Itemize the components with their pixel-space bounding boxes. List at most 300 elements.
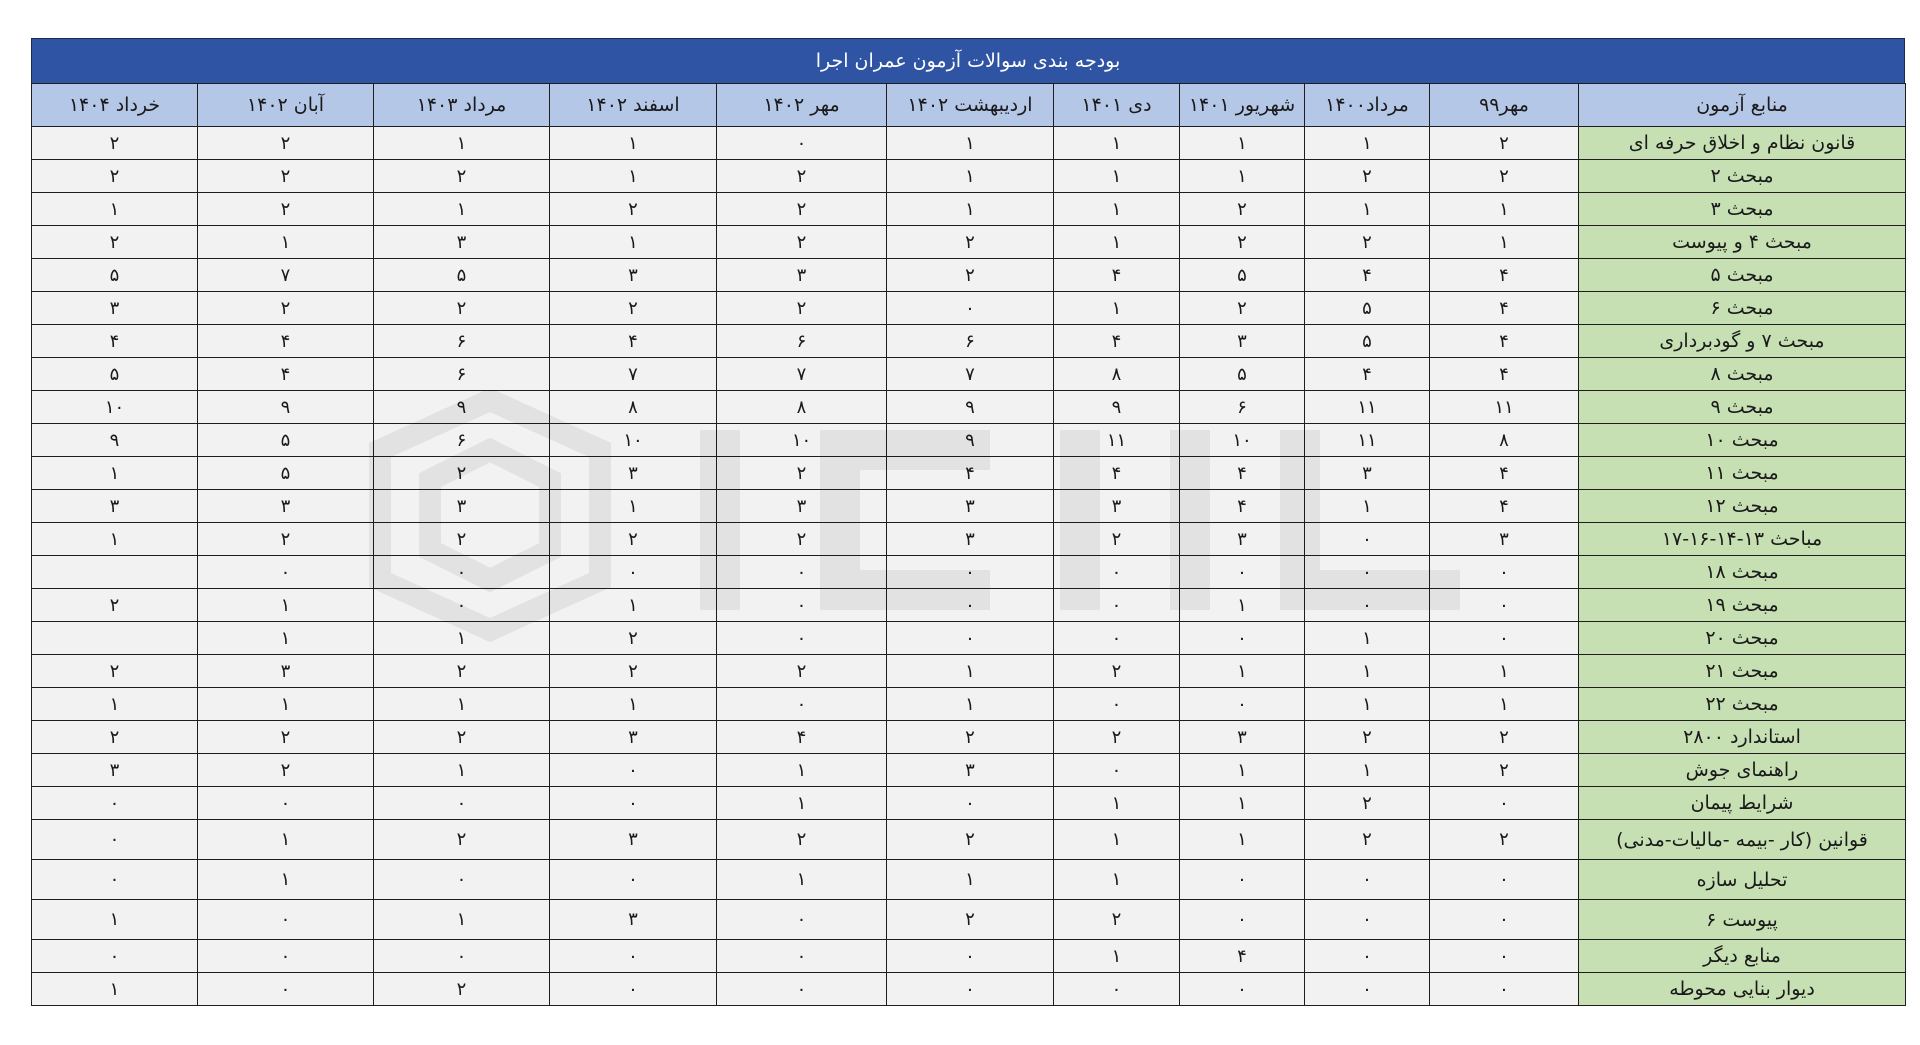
source-cell: مبحث ۵	[1579, 259, 1906, 292]
value-cell: ۱	[1180, 754, 1305, 787]
value-cell: ۱	[1054, 860, 1180, 900]
value-cell: ۰	[1430, 622, 1579, 655]
source-cell: شرایط پیمان	[1579, 787, 1906, 820]
value-cell: ۲	[717, 193, 887, 226]
value-cell: ۰	[1180, 973, 1305, 1006]
value-cell: ۳	[1180, 325, 1305, 358]
table-row	[32, 688, 1906, 721]
value-cell: ۱	[1054, 226, 1180, 259]
value-cell: ۲	[374, 721, 550, 754]
value-cell: ۱	[1054, 193, 1180, 226]
table-row	[32, 259, 1906, 292]
value-cell: ۴	[1054, 259, 1180, 292]
value-cell: ۱	[550, 160, 717, 193]
value-cell: ۳	[1430, 523, 1579, 556]
value-cell: ۱	[198, 589, 374, 622]
value-cell: ۱	[887, 160, 1054, 193]
value-cell: ۳	[198, 655, 374, 688]
value-cell: ۰	[1180, 900, 1305, 940]
value-cell: ۷	[198, 259, 374, 292]
value-cell: ۲	[1430, 820, 1579, 860]
value-cell: ۲	[1430, 754, 1579, 787]
value-cell: ۱	[32, 973, 198, 1006]
source-cell: مبحث ۶	[1579, 292, 1906, 325]
value-cell: ۴	[1430, 457, 1579, 490]
table-row	[32, 900, 1906, 940]
source-cell: مبحث ۱۱	[1579, 457, 1906, 490]
value-cell: ۱	[198, 622, 374, 655]
value-cell: ۴	[198, 358, 374, 391]
value-cell: ۰	[1180, 622, 1305, 655]
value-cell: ۵	[374, 259, 550, 292]
value-cell: ۰	[550, 973, 717, 1006]
value-cell: ۷	[550, 358, 717, 391]
value-cell: ۱	[1305, 127, 1430, 160]
value-cell: ۴	[198, 325, 374, 358]
table-row	[32, 193, 1906, 226]
value-cell: ۰	[198, 973, 374, 1006]
source-cell: پیوست ۶	[1579, 900, 1906, 940]
value-cell: ۲	[887, 721, 1054, 754]
table-row	[32, 820, 1906, 860]
value-cell: ۱۰	[550, 424, 717, 457]
value-cell: ۳	[550, 820, 717, 860]
value-cell: ۳	[550, 721, 717, 754]
value-cell: ۴	[887, 457, 1054, 490]
value-cell: ۲	[1054, 523, 1180, 556]
value-cell: ۰	[374, 787, 550, 820]
table-row	[32, 424, 1906, 457]
value-cell: ۲	[550, 622, 717, 655]
value-cell: ۲	[198, 754, 374, 787]
value-cell: ۲	[1305, 160, 1430, 193]
value-cell: ۱۱	[1305, 391, 1430, 424]
header-exam-date: دی ۱۴۰۱	[1054, 84, 1180, 127]
header-exam-date: آبان ۱۴۰۲	[198, 84, 374, 127]
value-cell: ۲	[374, 973, 550, 1006]
value-cell: ۱	[1430, 688, 1579, 721]
source-cell: دیوار بنایی محوطه	[1579, 973, 1906, 1006]
value-cell: ۰	[717, 940, 887, 973]
value-cell: ۲	[1430, 721, 1579, 754]
value-cell: ۷	[887, 358, 1054, 391]
value-cell: ۴	[1430, 490, 1579, 523]
value-cell: ۰	[1180, 556, 1305, 589]
value-cell: ۵	[1180, 358, 1305, 391]
value-cell: ۲	[198, 160, 374, 193]
value-cell: ۳	[32, 754, 198, 787]
value-cell: ۴	[550, 325, 717, 358]
source-cell: مبحث ۲	[1579, 160, 1906, 193]
value-cell: ۲	[550, 655, 717, 688]
value-cell: ۳	[32, 292, 198, 325]
value-cell: ۳	[1305, 457, 1430, 490]
source-cell: مبحث ۲۲	[1579, 688, 1906, 721]
value-cell: ۲	[32, 655, 198, 688]
value-cell: ۱	[32, 688, 198, 721]
table-row	[32, 589, 1906, 622]
value-cell: ۳	[32, 490, 198, 523]
value-cell: ۰	[887, 622, 1054, 655]
value-cell: ۰	[550, 556, 717, 589]
value-cell: ۱	[374, 193, 550, 226]
value-cell: ۱	[1054, 292, 1180, 325]
exam-budget-table	[31, 83, 1906, 1006]
value-cell: ۴	[1054, 457, 1180, 490]
value-cell: ۱	[1305, 754, 1430, 787]
value-cell: ۳	[717, 490, 887, 523]
value-cell: ۰	[1054, 688, 1180, 721]
value-cell: ۹	[32, 424, 198, 457]
value-cell: ۲	[1054, 900, 1180, 940]
value-cell: ۲	[198, 523, 374, 556]
value-cell: ۳	[717, 259, 887, 292]
value-cell: ۱	[374, 688, 550, 721]
table-row	[32, 787, 1906, 820]
value-cell: ۱	[887, 127, 1054, 160]
value-cell: ۴	[1180, 940, 1305, 973]
value-cell: ۰	[1180, 688, 1305, 721]
source-cell: مبحث ۸	[1579, 358, 1906, 391]
value-cell: ۰	[1430, 589, 1579, 622]
header-exam-date: مرداد ۱۴۰۳	[374, 84, 550, 127]
value-cell: ۹	[1054, 391, 1180, 424]
value-cell: ۰	[198, 940, 374, 973]
value-cell: ۲	[550, 193, 717, 226]
value-cell: ۲	[374, 820, 550, 860]
value-cell: ۲	[717, 226, 887, 259]
table-row	[32, 523, 1906, 556]
value-cell: ۳	[374, 490, 550, 523]
value-cell: ۹	[374, 391, 550, 424]
value-cell: ۰	[887, 973, 1054, 1006]
value-cell: ۰	[1305, 860, 1430, 900]
source-cell: قوانین (کار -بیمه -مالیات-مدنی)	[1579, 820, 1906, 860]
value-cell: ۲	[32, 127, 198, 160]
value-cell: ۱	[374, 754, 550, 787]
value-cell: ۳	[1054, 490, 1180, 523]
value-cell: ۷	[717, 358, 887, 391]
value-cell: ۱	[1054, 787, 1180, 820]
value-cell: ۳	[887, 490, 1054, 523]
value-cell: ۰	[1054, 622, 1180, 655]
value-cell: ۵	[1305, 292, 1430, 325]
value-cell: ۰	[550, 940, 717, 973]
value-cell: ۴	[1430, 292, 1579, 325]
value-cell: ۲	[887, 900, 1054, 940]
value-cell: ۳	[550, 457, 717, 490]
value-cell: ۱	[1054, 940, 1180, 973]
value-cell: ۲	[1305, 721, 1430, 754]
value-cell: ۰	[1305, 556, 1430, 589]
table-row	[32, 358, 1906, 391]
value-cell: ۳	[550, 900, 717, 940]
value-cell: ۳	[887, 523, 1054, 556]
value-cell: ۱	[887, 860, 1054, 900]
value-cell: ۰	[198, 556, 374, 589]
source-cell: مبحث ۲۰	[1579, 622, 1906, 655]
value-cell: ۵	[198, 424, 374, 457]
value-cell: ۲	[550, 523, 717, 556]
value-cell: ۰	[717, 127, 887, 160]
header-exam-date: مهر ۱۴۰۲	[717, 84, 887, 127]
value-cell: ۱	[887, 688, 1054, 721]
value-cell: ۱	[1054, 160, 1180, 193]
value-cell: ۲	[717, 160, 887, 193]
value-cell: ۱	[374, 900, 550, 940]
value-cell: ۵	[198, 457, 374, 490]
value-cell: ۱	[1054, 820, 1180, 860]
value-cell: ۱	[198, 860, 374, 900]
value-cell: ۱	[32, 193, 198, 226]
value-cell: ۱۰	[717, 424, 887, 457]
value-cell: ۱	[1430, 655, 1579, 688]
value-cell: ۸	[1430, 424, 1579, 457]
budget-sheet	[31, 38, 1905, 1006]
header-exam-date: خرداد ۱۴۰۴	[32, 84, 198, 127]
value-cell: ۱	[1180, 787, 1305, 820]
value-cell: ۱	[32, 457, 198, 490]
value-cell: ۰	[1305, 900, 1430, 940]
value-cell: ۳	[198, 490, 374, 523]
value-cell: ۰	[717, 900, 887, 940]
value-cell: ۰	[374, 556, 550, 589]
value-cell: ۴	[717, 721, 887, 754]
value-cell: ۱۰	[1180, 424, 1305, 457]
value-cell: ۱	[1430, 193, 1579, 226]
value-cell: ۸	[550, 391, 717, 424]
value-cell: ۱	[887, 193, 1054, 226]
source-cell: مبحث ۴ و پیوست	[1579, 226, 1906, 259]
value-cell: ۲	[887, 226, 1054, 259]
value-cell: ۳	[887, 754, 1054, 787]
value-cell: ۱	[550, 127, 717, 160]
value-cell: ۱	[550, 490, 717, 523]
value-cell: ۳	[374, 226, 550, 259]
value-cell: ۰	[374, 940, 550, 973]
value-cell: ۵	[32, 358, 198, 391]
value-cell: ۰	[198, 900, 374, 940]
value-cell: ۱	[374, 622, 550, 655]
value-cell: ۳	[1180, 721, 1305, 754]
value-cell: ۰	[550, 787, 717, 820]
value-cell: ۱	[1180, 127, 1305, 160]
value-cell: ۶	[374, 325, 550, 358]
value-cell: ۱	[32, 523, 198, 556]
table-row	[32, 457, 1906, 490]
table-body	[32, 127, 1906, 1006]
value-cell: ۲	[374, 655, 550, 688]
value-cell: ۱	[198, 226, 374, 259]
value-cell: ۲	[198, 193, 374, 226]
value-cell: ۱	[717, 787, 887, 820]
source-cell: مبحث ۱۸	[1579, 556, 1906, 589]
value-cell: ۵	[32, 259, 198, 292]
value-cell: ۳	[550, 259, 717, 292]
source-cell: استاندارد ۲۸۰۰	[1579, 721, 1906, 754]
value-cell: ۴	[1180, 490, 1305, 523]
value-cell: ۲	[1430, 127, 1579, 160]
value-cell: ۲	[374, 160, 550, 193]
value-cell: ۰	[717, 688, 887, 721]
header-exam-date: اسفند ۱۴۰۲	[550, 84, 717, 127]
value-cell: ۰	[717, 556, 887, 589]
value-cell: ۲	[717, 523, 887, 556]
table-row	[32, 973, 1906, 1006]
value-cell: ۰	[550, 860, 717, 900]
value-cell: ۲	[550, 292, 717, 325]
value-cell: ۰	[1305, 589, 1430, 622]
value-cell: ۲	[32, 721, 198, 754]
value-cell: ۲	[32, 589, 198, 622]
value-cell: ۲	[717, 655, 887, 688]
value-cell: ۶	[374, 358, 550, 391]
table-row	[32, 622, 1906, 655]
table-row	[32, 325, 1906, 358]
value-cell: ۱	[1180, 655, 1305, 688]
table-row	[32, 754, 1906, 787]
value-cell: ۰	[1054, 589, 1180, 622]
value-cell: ۲	[1054, 721, 1180, 754]
value-cell: ۰	[1430, 556, 1579, 589]
source-cell: مبحث ۱۰	[1579, 424, 1906, 457]
value-cell: ۱	[550, 226, 717, 259]
value-cell: ۲	[1180, 193, 1305, 226]
value-cell: ۲	[198, 292, 374, 325]
value-cell: ۹	[887, 391, 1054, 424]
value-cell: ۰	[1430, 900, 1579, 940]
table-row	[32, 127, 1906, 160]
source-cell: تحلیل سازه	[1579, 860, 1906, 900]
value-cell: ۰	[1305, 973, 1430, 1006]
value-cell: ۴	[1054, 325, 1180, 358]
value-cell: ۲	[32, 226, 198, 259]
value-cell: ۱	[717, 860, 887, 900]
value-cell: ۹	[198, 391, 374, 424]
source-cell: قانون نظام و اخلاق حرفه ای	[1579, 127, 1906, 160]
value-cell: ۲	[1180, 292, 1305, 325]
value-cell: ۰	[374, 589, 550, 622]
value-cell: ۲	[198, 721, 374, 754]
value-cell: ۰	[32, 787, 198, 820]
source-cell: مبحث ۱۲	[1579, 490, 1906, 523]
value-cell: ۶	[1180, 391, 1305, 424]
value-cell: ۲	[1305, 820, 1430, 860]
value-cell	[32, 622, 198, 655]
header-exam-date: مرداد۱۴۰۰	[1305, 84, 1430, 127]
value-cell: ۱	[717, 754, 887, 787]
value-cell: ۲	[32, 160, 198, 193]
value-cell: ۱	[1305, 193, 1430, 226]
value-cell: ۱	[1180, 589, 1305, 622]
value-cell: ۱۱	[1305, 424, 1430, 457]
header-row	[32, 84, 1906, 127]
value-cell: ۱۱	[1430, 391, 1579, 424]
value-cell: ۴	[32, 325, 198, 358]
value-cell: ۱	[1305, 655, 1430, 688]
value-cell: ۱	[374, 127, 550, 160]
value-cell: ۸	[717, 391, 887, 424]
value-cell: ۰	[1054, 754, 1180, 787]
table-row	[32, 391, 1906, 424]
table-row	[32, 940, 1906, 973]
value-cell	[32, 556, 198, 589]
value-cell: ۰	[717, 589, 887, 622]
value-cell: ۰	[198, 787, 374, 820]
value-cell: ۱	[550, 688, 717, 721]
value-cell: ۶	[374, 424, 550, 457]
value-cell: ۴	[1305, 259, 1430, 292]
value-cell: ۰	[550, 754, 717, 787]
value-cell: ۰	[374, 860, 550, 900]
value-cell: ۱	[198, 688, 374, 721]
value-cell: ۴	[1305, 358, 1430, 391]
value-cell: ۲	[717, 292, 887, 325]
value-cell: ۸	[1054, 358, 1180, 391]
value-cell: ۰	[1430, 787, 1579, 820]
value-cell: ۲	[1054, 655, 1180, 688]
value-cell: ۰	[1180, 860, 1305, 900]
header-exam-date: مهر۹۹	[1430, 84, 1579, 127]
value-cell: ۲	[887, 259, 1054, 292]
value-cell: ۰	[32, 860, 198, 900]
value-cell: ۰	[32, 820, 198, 860]
value-cell: ۲	[374, 523, 550, 556]
value-cell: ۲	[717, 820, 887, 860]
value-cell: ۱۰	[32, 391, 198, 424]
value-cell: ۰	[717, 973, 887, 1006]
table-row	[32, 860, 1906, 900]
value-cell: ۰	[32, 940, 198, 973]
value-cell: ۱	[1305, 490, 1430, 523]
header-exam-date: اردیبهشت ۱۴۰۲	[887, 84, 1054, 127]
value-cell: ۱	[1054, 127, 1180, 160]
value-cell: ۱	[32, 900, 198, 940]
value-cell: ۹	[887, 424, 1054, 457]
source-cell: مباحث ۱۳-۱۴-۱۶-۱۷	[1579, 523, 1906, 556]
value-cell: ۱	[1305, 688, 1430, 721]
value-cell: ۱	[1180, 160, 1305, 193]
value-cell: ۱	[550, 589, 717, 622]
value-cell: ۱	[1430, 226, 1579, 259]
value-cell: ۲	[887, 820, 1054, 860]
source-cell: مبحث ۲۱	[1579, 655, 1906, 688]
value-cell: ۰	[1430, 940, 1579, 973]
table-row	[32, 721, 1906, 754]
table-row	[32, 226, 1906, 259]
table-row	[32, 490, 1906, 523]
value-cell: ۰	[887, 787, 1054, 820]
value-cell: ۴	[1430, 259, 1579, 292]
source-cell: راهنمای جوش	[1579, 754, 1906, 787]
value-cell: ۰	[1305, 940, 1430, 973]
value-cell: ۰	[1305, 523, 1430, 556]
value-cell: ۲	[1180, 226, 1305, 259]
value-cell: ۰	[887, 940, 1054, 973]
table-row	[32, 556, 1906, 589]
table-row	[32, 160, 1906, 193]
value-cell: ۵	[1180, 259, 1305, 292]
value-cell: ۲	[198, 127, 374, 160]
value-cell: ۲	[717, 457, 887, 490]
value-cell: ۰	[1430, 973, 1579, 1006]
table-title: بودجه بندی سوالات آزمون عمران اجرا	[31, 38, 1905, 83]
value-cell: ۲	[374, 457, 550, 490]
value-cell: ۲	[374, 292, 550, 325]
value-cell: ۱	[198, 820, 374, 860]
value-cell: ۲	[1305, 787, 1430, 820]
value-cell: ۱	[1180, 820, 1305, 860]
